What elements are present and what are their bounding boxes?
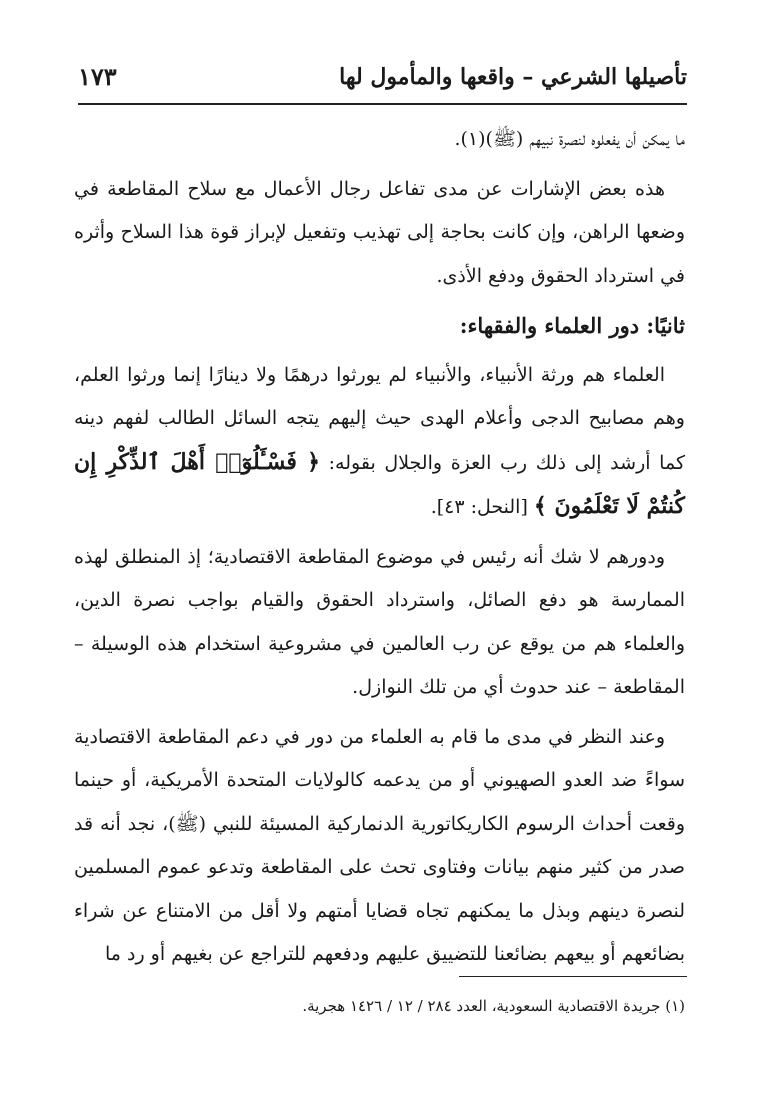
footnote: (١) جريدة الاقتصادية السعودية، العدد ٢٨٤ / ١٢ / ١٤٢٦ هجرية. bbox=[302, 997, 685, 1015]
section-heading: ثانيًا: دور العلماء والفقهاء: bbox=[459, 313, 685, 338]
running-header bbox=[78, 60, 687, 100]
page-number: ١٧٣ bbox=[78, 62, 117, 91]
paragraph-4: ودورهم لا شك أنه رئيس في موضوع المقاطعة الاقتصادية؛ إذ المنطلق لهذه الممارسة هو دفع الصائل، واسترداد الحقوق والقيام بواجب نصرة الدين، والعلماء هم من يوقع عن رب العالمين في مشروعية استخدام هذه الوسيلة – المقاطعة – عند حدوث أي من تلك النوازل. bbox=[74, 545, 685, 698]
header-divider bbox=[78, 103, 687, 105]
body-text bbox=[74, 118, 685, 977]
paragraph-3 bbox=[74, 354, 685, 530]
paragraph-5: وعند النظر في مدى ما قام به العلماء من دور في دعم المقاطعة الاقتصادية سواءً ضد العدو الصهيوني أو من يدعمه كالولايات المتحدة الأمريكية، أو حينما وقعت أحداث الرسوم الكاريكاتورية الدنماركية المسيئة للنبي (ﷺ)، نجد أنه قد صدر من كثير منهم بيانات وفتاوى تحث على المقاطعة وتدعو عموم المسلمين لنصرة دينهم وبذل ما يمكنهم تجاه قضايا أمتهم ولا أقل من الامتناع عن شراء بضائعهم أو بيعهم بضائعنا للتضييق عليهم ودفعهم للتراجع عن بغيهم أو رد ما bbox=[74, 725, 685, 965]
quran-verse: ﴿ فَسْـَٔلُوٓا۟ أَهْلَ ٱلذِّكْرِ إِن كُنتُمْ لَا تَعْلَمُونَ ﴾ bbox=[74, 448, 685, 519]
verse-reference: [النحل: ٤٣]. bbox=[430, 496, 528, 518]
paragraph-3-text: العلماء هم ورثة الأنبياء، والأنبياء لم يورثوا درهمًا ولا دينارًا إنما ورثوا العلم، وهم مصابيح الدجى وأعلام الهدى حيث إليهم يتجه السائل الطالب لفهم دينه كما أرشد إلى ذلك رب العزة والجلال بقوله: bbox=[74, 363, 685, 474]
footnote-divider bbox=[459, 976, 687, 977]
paragraph-1: ما يمكن أن يفعلوه لنصرة نبيهم (ﷺ)(١). bbox=[454, 128, 685, 150]
paragraph-2: هذه بعض الإشارات عن مدى تفاعل رجال الأعمال مع سلاح المقاطعة في وضعها الراهن، وإن كانت بحاجة إلى تهذيب وتفعيل لإبراز قوة هذا السلاح وأثره في استرداد الحقوق ودفع الأذى. bbox=[74, 177, 685, 287]
header-title: تأصيلها الشرعي – واقعها والمأمول لها bbox=[339, 64, 687, 90]
